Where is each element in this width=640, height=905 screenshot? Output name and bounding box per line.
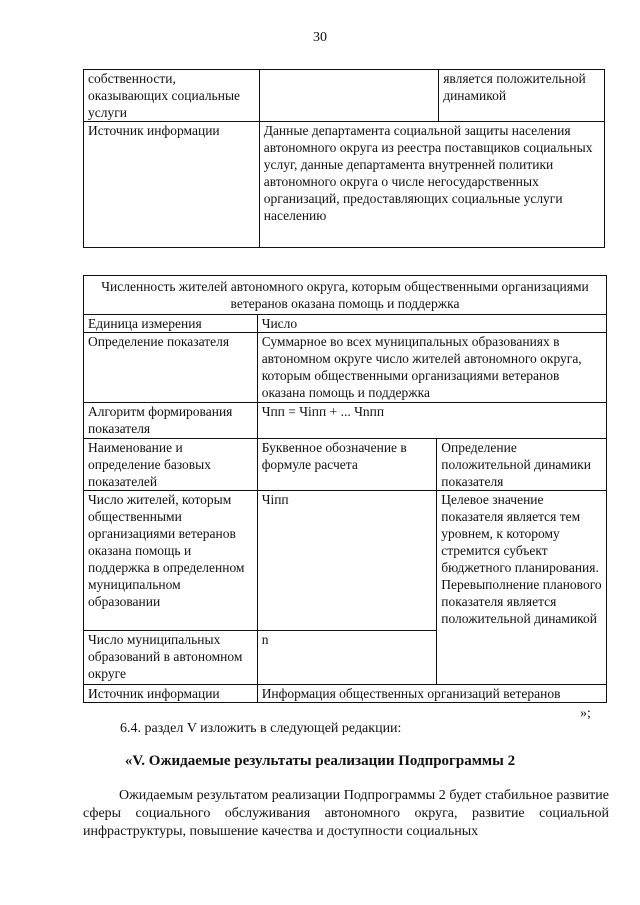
table-row xyxy=(84,685,607,703)
table-cell: Число муниципальных образований в автономном округе xyxy=(84,631,258,685)
page-number: 30 xyxy=(313,30,327,45)
table-cell: Число жителей, которым общественными организациями ветеранов оказана помощь и поддержка в определенном муниципальном образовании xyxy=(84,491,258,631)
table-cell: Данные департамента социальной защиты населения автономного округа из реестра поставщиков социальных услуг, данные департамента внутренней политики автономного округа о числе негосударственных организаций, предоставляющих социальные услуги населению xyxy=(259,122,604,248)
table-cell: является положительной динамикой xyxy=(439,70,605,122)
table-row xyxy=(84,122,605,248)
table-cell: Определение показателя xyxy=(84,333,258,403)
table-row xyxy=(84,403,607,439)
table-header-cell: Наименование и определение базовых показателей xyxy=(84,439,258,491)
table-header-row xyxy=(84,439,607,491)
body-paragraph: Ожидаемым результатом реализации Подпрограммы 2 будет стабильное развитие сферы социального обслуживания автономного округа, развитие социальной инфраструктуры, повышение качества и доступности социальных xyxy=(83,788,609,839)
indicator-table xyxy=(83,275,607,703)
table-row xyxy=(84,491,607,631)
table-header-cell: Буквенное обозначение в формуле расчета xyxy=(257,439,437,491)
table-cell xyxy=(259,70,438,122)
table-cell: Чпп = Чiпп + ... Чnпп xyxy=(257,403,606,439)
table-row xyxy=(84,333,607,403)
table-cell: n xyxy=(257,631,437,685)
closing-quote: »; xyxy=(580,706,591,721)
table-cell: Число xyxy=(257,315,606,333)
table-row xyxy=(84,315,607,333)
table-title: Численность жителей автономного округа, которым общественными организациями ветеранов оказана помощь и поддержка xyxy=(84,276,607,315)
section-heading: «V. Ожидаемые результаты реализации Подпрограммы 2 xyxy=(124,753,516,769)
table-title-row xyxy=(84,276,607,315)
table-cell: Алгоритм формирования показателя xyxy=(84,403,258,439)
table-header-cell: Определение положительной динамики показателя xyxy=(437,439,607,491)
table-cell: Источник информации xyxy=(84,122,260,248)
table-cell: Информация общественных организаций ветеранов xyxy=(257,685,606,703)
table-cell: собственности, оказывающих социальные услуги xyxy=(84,70,260,122)
table-cell: Чiпп xyxy=(257,491,437,631)
table-row xyxy=(84,70,605,122)
table-cell: Источник информации xyxy=(84,685,258,703)
table-cell: Целевое значение показателя является тем уровнем, к которому стремится субъект бюджетного планирования. Перевыполнение планового показателя является положительной динамикой xyxy=(437,491,607,685)
table-cell: Суммарное во всех муниципальных образованиях в автономном округе число жителей автономного округа, которым общественными организациями ветеранов оказана помощь и поддержка xyxy=(257,333,606,403)
table-cell: Единица измерения xyxy=(84,315,258,333)
indicator-table-continued xyxy=(83,69,605,248)
amendment-item: 6.4. раздел V изложить в следующей редакции: xyxy=(120,721,402,736)
